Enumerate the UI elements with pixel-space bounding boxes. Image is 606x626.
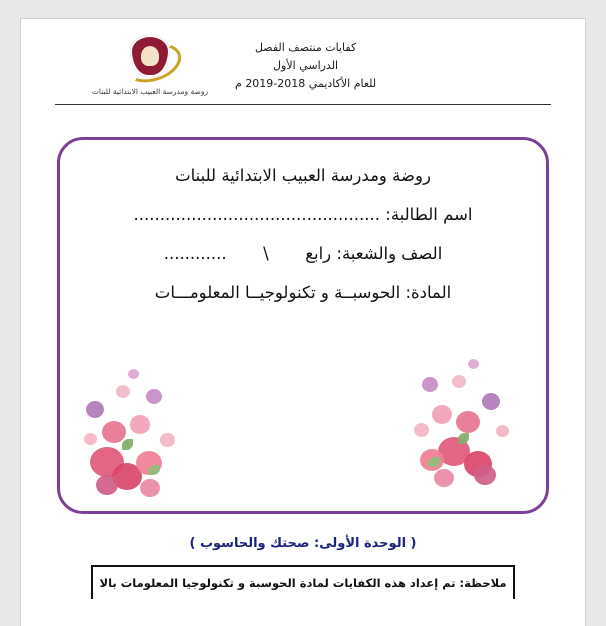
school-logo [65,33,235,96]
class-label: الصف والشعبة: رابع [305,244,443,263]
student-name-field [60,205,546,224]
subject-field [60,283,546,302]
student-name-label: اسم الطالبة: [385,205,473,224]
floral-decoration-left-icon [82,355,194,505]
header-line-2: الدراسي الأول [273,59,339,73]
floral-decoration-right-icon [412,349,524,499]
class-value: \ [263,244,269,263]
header-divider [55,104,551,105]
school-logo-caption: روضة ومدرسة العبيب الابتدائية للبنات [91,87,209,96]
cover-card [57,137,549,514]
student-name-value: ............................................... [133,205,381,224]
subject-label: المادة: الحوسبــة و تكنولوجيــا المعلومـــات [154,283,452,302]
document-header [21,19,585,107]
class-dots: ............ [163,244,227,263]
document-page [20,18,586,626]
header-line-3: للعام الأكاديمي 2018-2019 م [235,77,377,91]
class-section-field [60,244,546,263]
unit-heading: ( الوحدة الأولى: صحتك والحاسوب ) [189,536,417,551]
header-title-block [235,33,376,93]
header-line-1: كفايات منتصف الفصل [254,41,357,54]
school-name-title: روضة ومدرسة العبيب الابتدائية للبنات [175,166,431,185]
school-emblem-icon [122,33,178,83]
note-box: ملاحظة: تم إعداد هذه الكفايات لمادة الحوسبة و تكنولوجيا المعلومات بالا [91,565,515,599]
